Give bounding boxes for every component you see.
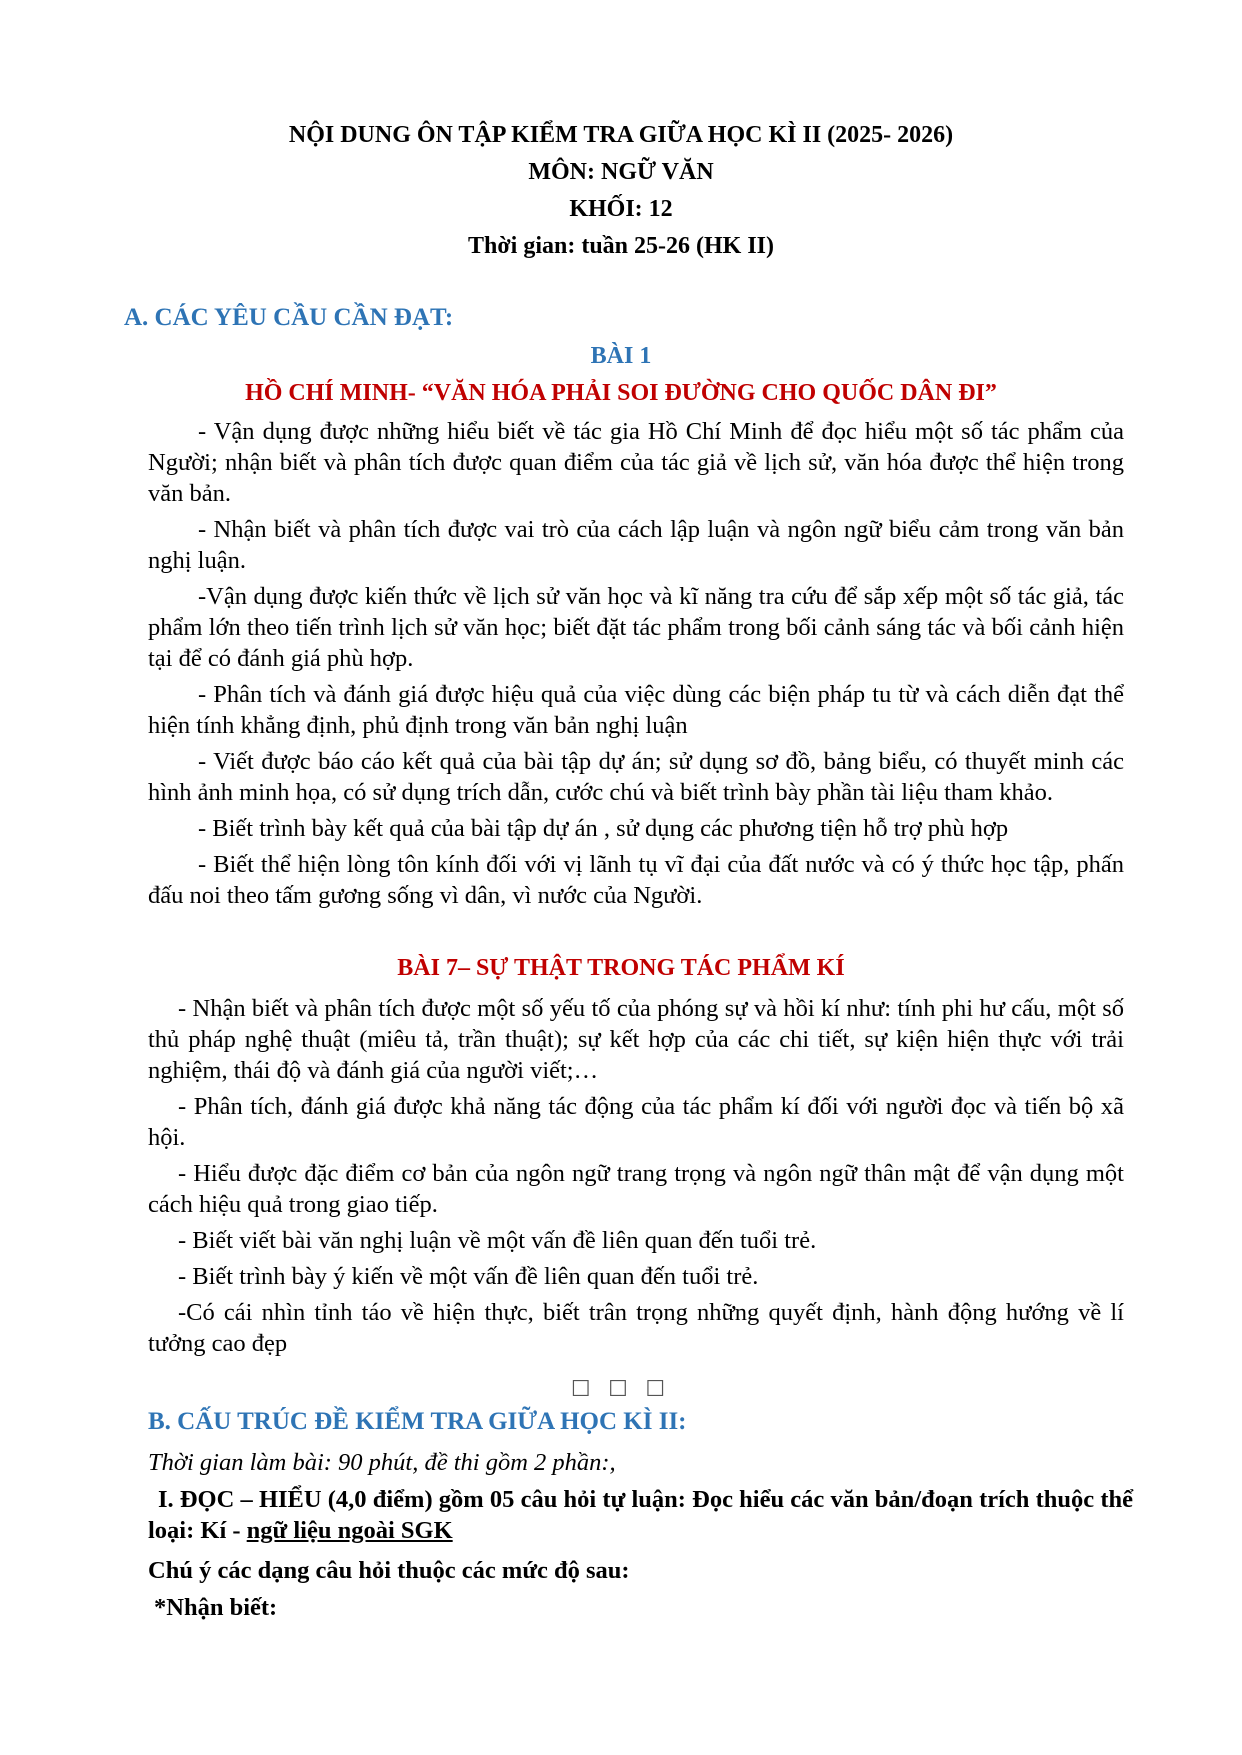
requirement-item: - Phân tích và đánh giá được hiệu quả của việc dùng các biện pháp tu từ và cách diễn đạt thể hiện tính khẳng định, phủ định trong văn bản nghị luận <box>148 681 1124 739</box>
section-separator: ☐ ☐ ☐ <box>570 1376 672 1401</box>
part-1-text: I. ĐỌC – HIỂU (4,0 điểm) gồm 05 câu hỏi tự luận: Đọc hiểu các văn bản/đoạn trích thuộc thể loại: Kí - <box>148 1486 1133 1544</box>
part-1-source-note: ngữ liệu ngoài SGK <box>246 1517 453 1544</box>
exam-time-note: Thời gian làm bài: 90 phút, đề thi gồm 2 phần:, <box>148 1449 616 1476</box>
time-line: Thời gian: tuần 25-26 (HK II) <box>468 233 774 259</box>
requirement-item: - Phân tích, đánh giá được khả năng tác động của tác phẩm kí đối với người đọc và tiến bộ xã hội. <box>148 1093 1124 1151</box>
lesson-1-label: BÀI 1 <box>590 343 652 369</box>
requirement-item: - Hiểu được đặc điểm cơ bản của ngôn ngữ trang trọng và ngôn ngữ thân mật để vận dụng một cách hiệu quả trong giao tiếp. <box>148 1160 1124 1218</box>
document-header <box>0 117 1242 265</box>
question-levels-note: Chú ý các dạng câu hỏi thuộc các mức độ sau: <box>148 1557 630 1584</box>
grade-line: KHỐI: 12 <box>569 196 673 222</box>
level-recognition-heading: *Nhận biết: <box>154 1594 278 1621</box>
requirement-item: -Có cái nhìn tỉnh táo về hiện thực, biết trân trọng những quyết định, hành động hướng về lí tưởng cao đẹp <box>148 1299 1124 1357</box>
subject-line: MÔN: NGỮ VĂN <box>528 159 714 185</box>
part-1-description <box>148 1484 1133 1546</box>
lesson-7-title: BÀI 7– SỰ THẬT TRONG TÁC PHẨM KÍ <box>397 955 845 981</box>
requirement-item: - Biết thể hiện lòng tôn kính đối với vị lãnh tụ vĩ đại của đất nước và có ý thức học tập, phấn đấu noi theo tấm gương sống vì dân, vì nước của Người. <box>148 851 1124 909</box>
section-b-heading: B. CẤU TRÚC ĐỀ KIỂM TRA GIỮA HỌC KÌ II: <box>148 1408 687 1435</box>
requirement-item: - Vận dụng được những hiểu biết về tác gia Hồ Chí Minh để đọc hiểu một số tác phẩm của Người; nhận biết và phân tích được quan điểm của tác giả về lịch sử, văn hóa được thể hiện trong văn bản. <box>148 418 1124 507</box>
lesson-1-requirements <box>148 416 1124 916</box>
requirement-item: -Vận dụng được kiến thức về lịch sử văn học và kĩ năng tra cứu để sắp xếp một số tác giả, tác phẩm lớn theo tiến trình lịch sử văn học; biết đặt tác phẩm trong bối cảnh sáng tác và bối cảnh hiện tại để có đánh giá phù hợp. <box>148 583 1124 672</box>
requirement-item: - Nhận biết và phân tích được vai trò của cách lập luận và ngôn ngữ biểu cảm trong văn bản nghị luận. <box>148 516 1124 574</box>
lesson-7-requirements <box>148 993 1124 1364</box>
lesson-1-title: HỒ CHÍ MINH- “VĂN HÓA PHẢI SOI ĐƯỜNG CHO QUỐC DÂN ĐI” <box>245 380 997 406</box>
requirement-item: - Viết được báo cáo kết quả của bài tập dự án; sử dụng sơ đồ, bảng biểu, có thuyết minh các hình ảnh minh họa, có sử dụng trích dẫn, cước chú và biết trình bày phần tài liệu tham khảo. <box>148 748 1124 806</box>
document-title: NỘI DUNG ÔN TẬP KIỂM TRA GIỮA HỌC KÌ II (2025- 2026) <box>288 122 954 148</box>
section-a-heading: A. CÁC YÊU CẦU CẦN ĐẠT: <box>124 304 454 331</box>
requirement-item: - Nhận biết và phân tích được một số yếu tố của phóng sự và hồi kí như: tính phi hư cấu, một số thủ pháp nghệ thuật (miêu tả, trần thuật); sự kết hợp của các chi tiết, sự kiện hiện thực với trải nghiệm, thái độ và đánh giá của người viết;… <box>148 995 1124 1084</box>
requirement-item: - Biết viết bài văn nghị luận về một vấn đề liên quan đến tuổi trẻ. <box>178 1227 817 1254</box>
requirement-item: - Biết trình bày ý kiến về một vấn đề liên quan đến tuổi trẻ. <box>178 1263 759 1290</box>
requirement-item: - Biết trình bày kết quả của bài tập dự án , sử dụng các phương tiện hỗ trợ phù hợp <box>198 815 1009 842</box>
